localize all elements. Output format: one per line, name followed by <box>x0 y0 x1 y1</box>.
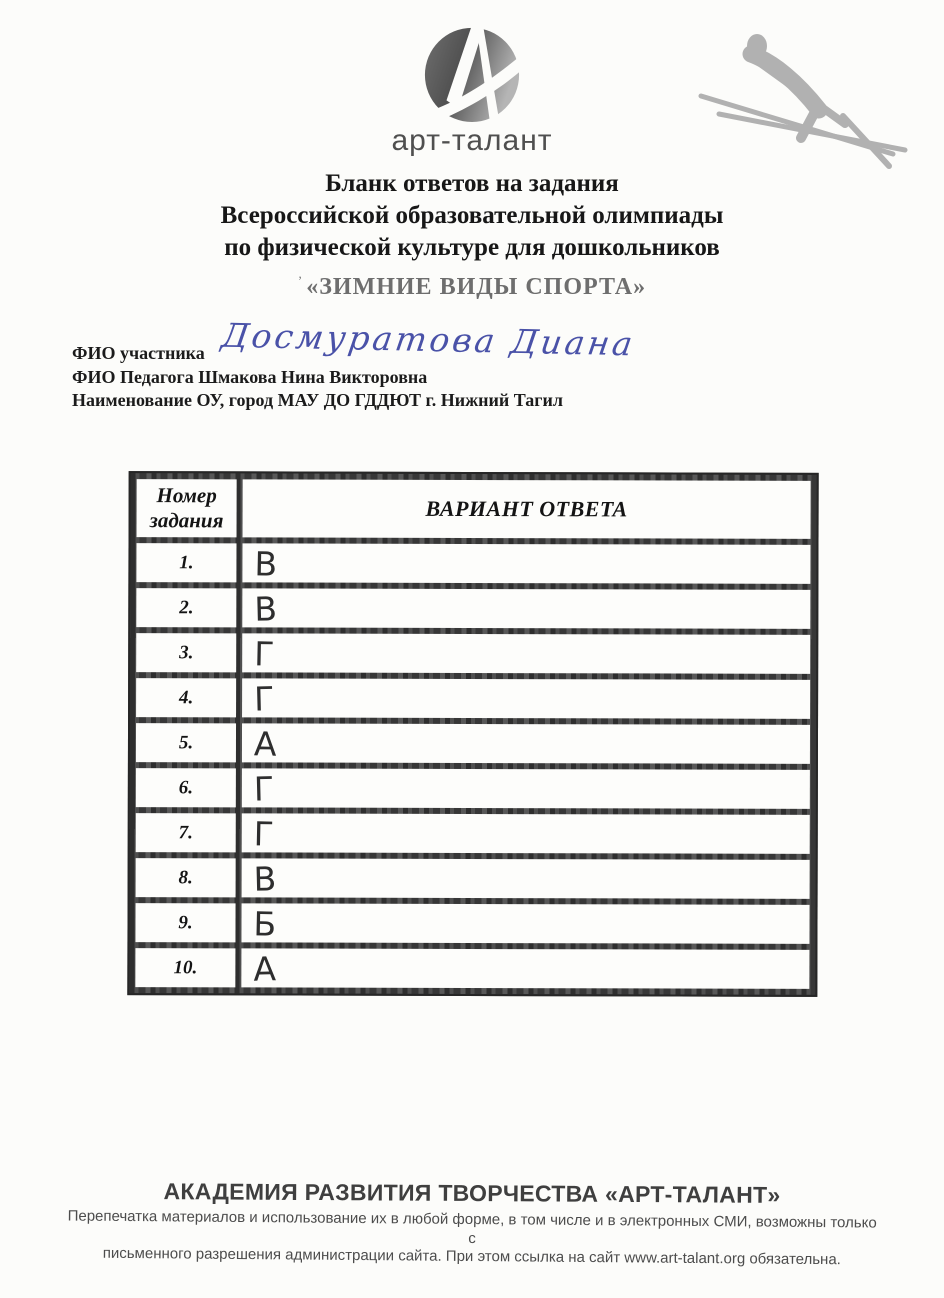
school-line: Наименование ОУ, город МАУ ДО ГДДЮТ г. Нижний Тагил <box>72 390 563 410</box>
footer-note-line-2: письменного разрешения администрации сайта. При этом ссылка на сайт www.art-talant.org обязательна. <box>102 1244 841 1269</box>
answer-cell <box>242 813 810 853</box>
column-header-task-number: Номер задания <box>137 479 237 537</box>
handwritten-answer: Г <box>253 814 275 854</box>
table-header-row <box>137 479 811 539</box>
participant-name-label: ФИО участника <box>72 343 205 363</box>
handwritten-answer: А <box>252 949 277 989</box>
answer-cell <box>242 678 810 718</box>
title-line-4-text: «ЗИМНИЕ ВИДЫ СПОРТА» <box>306 274 647 300</box>
answer-cell <box>242 858 810 898</box>
task-number: 6. <box>136 768 236 807</box>
form-title <box>0 168 944 304</box>
answer-cell <box>242 723 810 763</box>
logo-brand-text: арт-талант <box>391 124 553 157</box>
task-number: 2. <box>136 588 236 627</box>
table-row <box>136 768 810 809</box>
footer-copyright-note <box>62 1207 882 1270</box>
title-line-1: Бланк ответов на задания <box>325 170 619 197</box>
handwritten-answer: В <box>253 589 278 629</box>
task-number: 7. <box>136 813 236 852</box>
table-row <box>136 543 810 584</box>
task-number: 9. <box>135 903 235 942</box>
table-row <box>135 903 809 944</box>
answer-cell <box>241 903 809 943</box>
handwritten-participant-name: Досмуратова Диана <box>219 315 638 364</box>
title-line-4 <box>0 264 944 304</box>
table-row <box>136 633 810 674</box>
scan-tick-mark: ’ <box>297 273 304 288</box>
answer-cell <box>241 948 809 988</box>
art-talant-logo-icon <box>421 14 523 128</box>
handwritten-answer: В <box>253 859 277 899</box>
handwritten-answer: Г <box>253 769 275 809</box>
answer-cell <box>242 543 810 583</box>
answer-cell <box>242 588 810 628</box>
task-number: 3. <box>136 633 236 672</box>
task-number: 4. <box>136 678 236 717</box>
table-row <box>136 858 810 899</box>
column-header-answer: ВАРИАНТ ОТВЕТА <box>243 479 811 538</box>
handwritten-answer: А <box>253 724 277 764</box>
handwritten-answer: Г <box>253 679 275 719</box>
answer-cell <box>242 633 810 673</box>
answer-cell <box>242 768 810 808</box>
footer-organization-title: АКАДЕМИЯ РАЗВИТИЯ ТВОРЧЕСТВА «АРТ-ТАЛАНТ» <box>163 1178 781 1208</box>
task-number: 10. <box>135 948 235 987</box>
handwritten-answer: В <box>254 544 278 584</box>
task-number: 8. <box>136 858 236 897</box>
table-row <box>136 678 810 719</box>
handwritten-answer: Б <box>253 904 277 944</box>
teacher-line: ФИО Педагога Шмакова Нина Викторовна <box>72 366 428 387</box>
table-row <box>135 948 809 989</box>
table-row <box>136 588 810 629</box>
handwritten-answer: Г <box>253 634 275 674</box>
answers-table <box>127 471 818 997</box>
table-row <box>136 723 810 764</box>
table-row <box>136 813 810 854</box>
ski-jumper-image <box>693 20 911 172</box>
title-line-3: по физической культуре для дошкольников <box>224 234 720 261</box>
footer-note-line-1: Перепечатка материалов и использование их в любой форме, в том числе и в электронных СМИ, возможны только с <box>67 1207 877 1247</box>
task-number: 1. <box>136 543 236 582</box>
task-number: 5. <box>136 723 236 762</box>
title-line-2: Всероссийской образовательной олимпиады <box>220 202 724 229</box>
